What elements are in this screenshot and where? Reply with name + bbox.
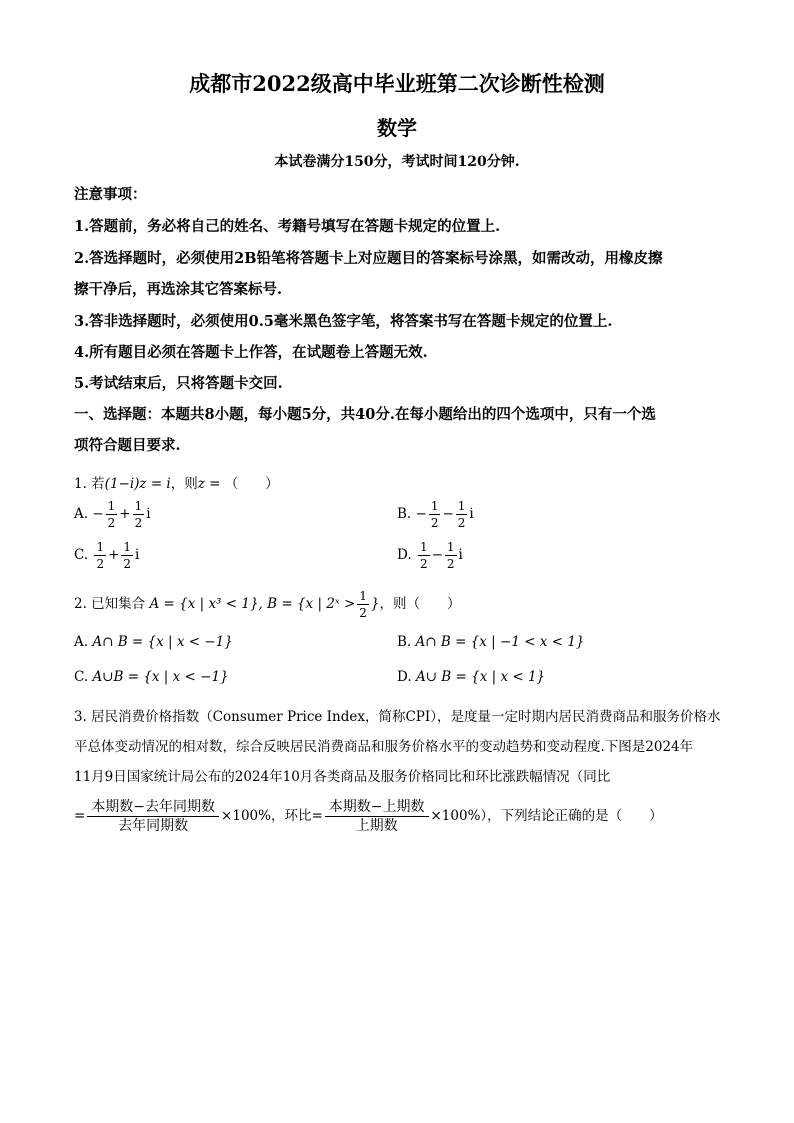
exam-title: 成都市2022级高中毕业班第二次诊断性检测 <box>189 71 605 96</box>
option-label: B. <box>397 506 412 522</box>
q1-option-a <box>74 500 151 529</box>
numerator: 1 <box>107 499 116 513</box>
option-label: B. <box>397 634 412 650</box>
option-label: D. <box>397 547 412 563</box>
numerator: 1 <box>430 499 439 513</box>
imaginary-unit: i <box>458 547 463 563</box>
option-label: A. <box>74 634 89 650</box>
option-label: D. <box>397 669 412 685</box>
option-label: C. <box>74 669 89 685</box>
q2-set-b: , B = {x | 2ˣ > <box>258 596 356 612</box>
numerator: 1 <box>419 540 428 554</box>
q1-variable: z <box>197 476 205 492</box>
q1-option-d <box>397 541 463 570</box>
imaginary-unit: i <box>469 506 474 522</box>
q2-prefix: 2. 已知集合 <box>74 596 146 612</box>
sign: − <box>415 506 427 522</box>
sign: − <box>431 547 443 563</box>
sign: + <box>119 506 131 522</box>
denominator: 2 <box>96 557 105 571</box>
equals-sign: = <box>74 808 86 824</box>
denominator: 2 <box>446 557 455 571</box>
denominator: 2 <box>134 516 143 530</box>
option-text: A∩ B = {x | −1 < x < 1} <box>415 634 585 650</box>
denominator: 2 <box>123 557 132 571</box>
option-label: C. <box>74 547 89 563</box>
fraction <box>94 541 106 570</box>
q1-expression: (1−i)z = i <box>104 476 171 492</box>
option-text: A∪ B = {x | x < 1} <box>415 669 546 685</box>
numerator: 1 <box>123 540 132 554</box>
q3-formula-tail: ×100%），下列结论正确的是（ ） <box>430 808 663 824</box>
q1-mid: ，则 <box>170 476 198 492</box>
q2-option-b <box>397 634 585 650</box>
denominator: 2 <box>359 606 367 620</box>
notice-item-4: 4.所有题目必须在答题卡上作答，在试题卷上答题无效. <box>74 344 428 361</box>
denominator: 2 <box>430 516 439 530</box>
q1-blank: = （ ） <box>204 476 279 492</box>
sign: + <box>108 547 120 563</box>
fraction <box>106 500 118 529</box>
fraction <box>445 541 457 570</box>
question-3-line-1: 3. 居民消费价格指数（Consumer Price Index，简称CPI），是度量一定时期内居民消费商品和服务价格水 <box>74 709 721 725</box>
q2-suffix: ，则（ ） <box>379 596 461 612</box>
sign: − <box>92 506 104 522</box>
question-3-line-3: 11月9日国家统计局公布的2024年10月各类商品及服务价格同比和环比涨跌幅情况（同比 <box>74 769 611 785</box>
subject-title: 数学 <box>377 116 417 140</box>
q2-option-c <box>74 669 229 685</box>
q1-option-c <box>74 541 139 570</box>
numerator: 1 <box>446 540 455 554</box>
denominator: 2 <box>107 516 116 530</box>
fraction <box>121 541 133 570</box>
notice-item-2-cont: 擦干净后，再选涂其它答案标号. <box>74 281 283 298</box>
q3-formula-text: ×100%，环比= <box>221 808 323 824</box>
q2-set-a: A = {x | x³ < 1} <box>149 596 259 612</box>
denominator: 2 <box>457 516 466 530</box>
numerator: 1 <box>457 499 466 513</box>
q2-set-b-close: } <box>370 596 380 612</box>
numerator: 本期数−去年同期数 <box>87 800 219 817</box>
fraction <box>429 500 441 529</box>
q1-prefix: 1. 若 <box>74 476 105 492</box>
numerator: 1 <box>359 589 367 603</box>
option-text: A∪B = {x | x < −1} <box>92 669 229 685</box>
notice-item-2: 2.答选择题时，必须使用2B铅笔将答题卡上对应题目的答案标号涂黑，如需改动，用橡皮擦 <box>74 250 663 267</box>
exam-info: 本试卷满分150分，考试时间120分钟. <box>274 154 520 170</box>
notice-item-3: 3.答非选择题时，必须使用0.5毫米黑色签字笔，将答案书写在答题卡规定的位置上. <box>74 313 613 330</box>
numerator: 1 <box>96 540 105 554</box>
mom-fraction <box>325 800 429 833</box>
question-3-line-2: 平总体变动情况的相对数，综合反映居民消费商品和服务价格水平的变动趋势和变动程度.下图是2024年 <box>74 739 694 755</box>
numerator: 本期数−上期数 <box>325 800 429 817</box>
denominator: 2 <box>419 557 428 571</box>
question-1-stem <box>74 472 279 492</box>
fraction <box>133 500 145 529</box>
yoy-fraction <box>87 800 219 833</box>
question-3-formula <box>74 800 663 833</box>
q2-option-d <box>397 669 545 685</box>
denominator: 去年同期数 <box>118 818 189 834</box>
section1-heading: 一、选择题：本题共8小题，每小题5分，共40分.在每小题给出的四个选项中，只有一个选 <box>74 406 656 423</box>
numerator: 1 <box>134 499 143 513</box>
denominator: 上期数 <box>355 818 398 834</box>
notice-heading: 注意事项： <box>74 186 147 203</box>
option-label: A. <box>74 506 89 522</box>
fraction <box>418 541 430 570</box>
q1-option-b <box>397 500 474 529</box>
imaginary-unit: i <box>135 547 140 563</box>
imaginary-unit: i <box>146 506 151 522</box>
question-2-stem <box>74 590 461 619</box>
notice-item-5: 5.考试结束后，只将答题卡交回. <box>74 375 283 392</box>
section1-heading-cont: 项符合题目要求. <box>74 437 181 454</box>
q2-option-a <box>74 634 233 650</box>
fraction <box>456 500 468 529</box>
fraction <box>357 590 369 619</box>
notice-item-1: 1.答题前，务必将自己的姓名、考籍号填写在答题卡规定的位置上. <box>74 218 501 235</box>
option-text: A∩ B = {x | x < −1} <box>92 634 233 650</box>
sign: − <box>442 506 454 522</box>
